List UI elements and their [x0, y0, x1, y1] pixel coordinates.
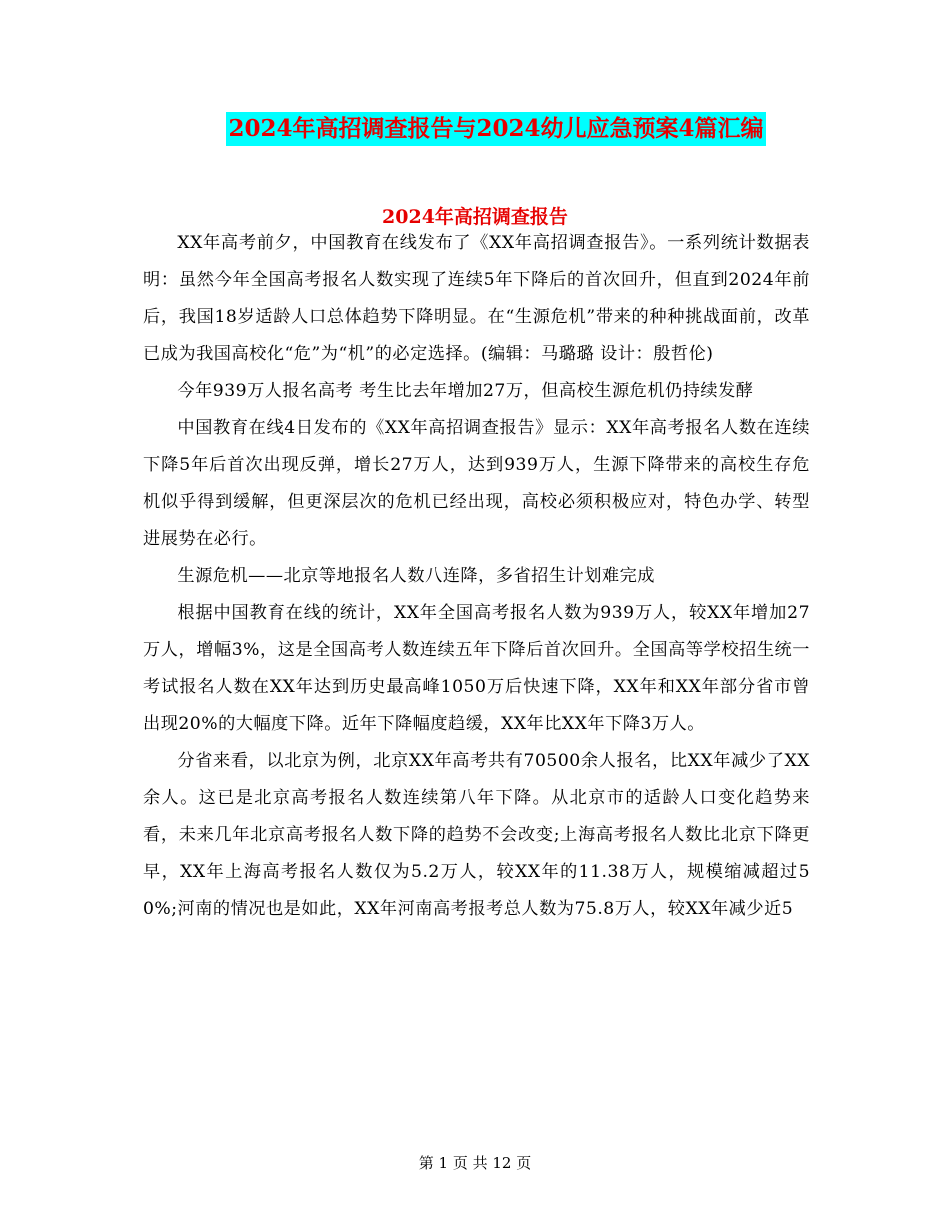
paragraph-report-summary: 中国教育在线4日发布的《XX年高招调查报告》显示：XX年高考报名人数在连续下降5年后首次出现反弹，增长27万人，达到939万人，生源下降带来的高校生存危机似乎得到缓解，但更深层次的危机已经出现，高校必须积极应对，特色办学、转型进展势在必行。: [143, 418, 810, 549]
page-footer: 第 1 页 共 12 页: [418, 1154, 532, 1172]
document-body: [143, 225, 810, 928]
section-title: 2024年高招调查报告: [382, 206, 568, 228]
paragraph-provincial-analysis: 分省来看，以北京为例，北京XX年高考共有70500余人报名，比XX年减少了XX余人。这已是北京高考报名人数连续第八年下降。从北京市的适龄人口变化趋势来看，未来几年北京高考报名人数下降的趋势不会改变;上海高考报名人数比北京下降更早，XX年上海高考报名人数仅为5.2万人，较XX年的11.38万人，规模缩减超过50%;河南的情况也是如此，XX年河南高考报考总人数为75.8万人，较XX年减少近5: [143, 751, 810, 919]
document-title: 2024年高招调查报告与2024幼儿应急预案4篇汇编: [226, 112, 765, 146]
paragraph-subheading-crisis: 生源危机——北京等地报名人数八连降，多省招生计划难完成: [177, 566, 655, 586]
paragraph-national-statistics: 根据中国教育在线的统计，XX年全国高考报名人数为939万人，较XX年增加27万人，增幅3%，这是全国高考人数连续五年下降后首次回升。全国高等学校招生统一考试报名人数在XX年达到历史最高峰1050万后快速下降，XX年和XX年部分省市曾出现20%的大幅度下降。近年下降幅度趋缓，XX年比XX年下降3万人。: [143, 603, 810, 734]
paragraph-intro: XX年高考前夕，中国教育在线发布了《XX年高招调查报告》。一系列统计数据表明：虽然今年全国高考报名人数实现了连续5年下降后的首次回升，但直到2024年前后，我国18岁适龄人口总体趋势下降明显。在“生源危机”带来的种种挑战面前，改革已成为我国高校化“危”为“机”的必定选择。(编辑：马璐璐 设计：殷哲伦): [143, 233, 810, 364]
document-title-row: [0, 112, 950, 146]
paragraph-subheading-enrollment: 今年939万人报名高考 考生比去年增加27万，但高校生源危机仍持续发酵: [177, 381, 754, 401]
